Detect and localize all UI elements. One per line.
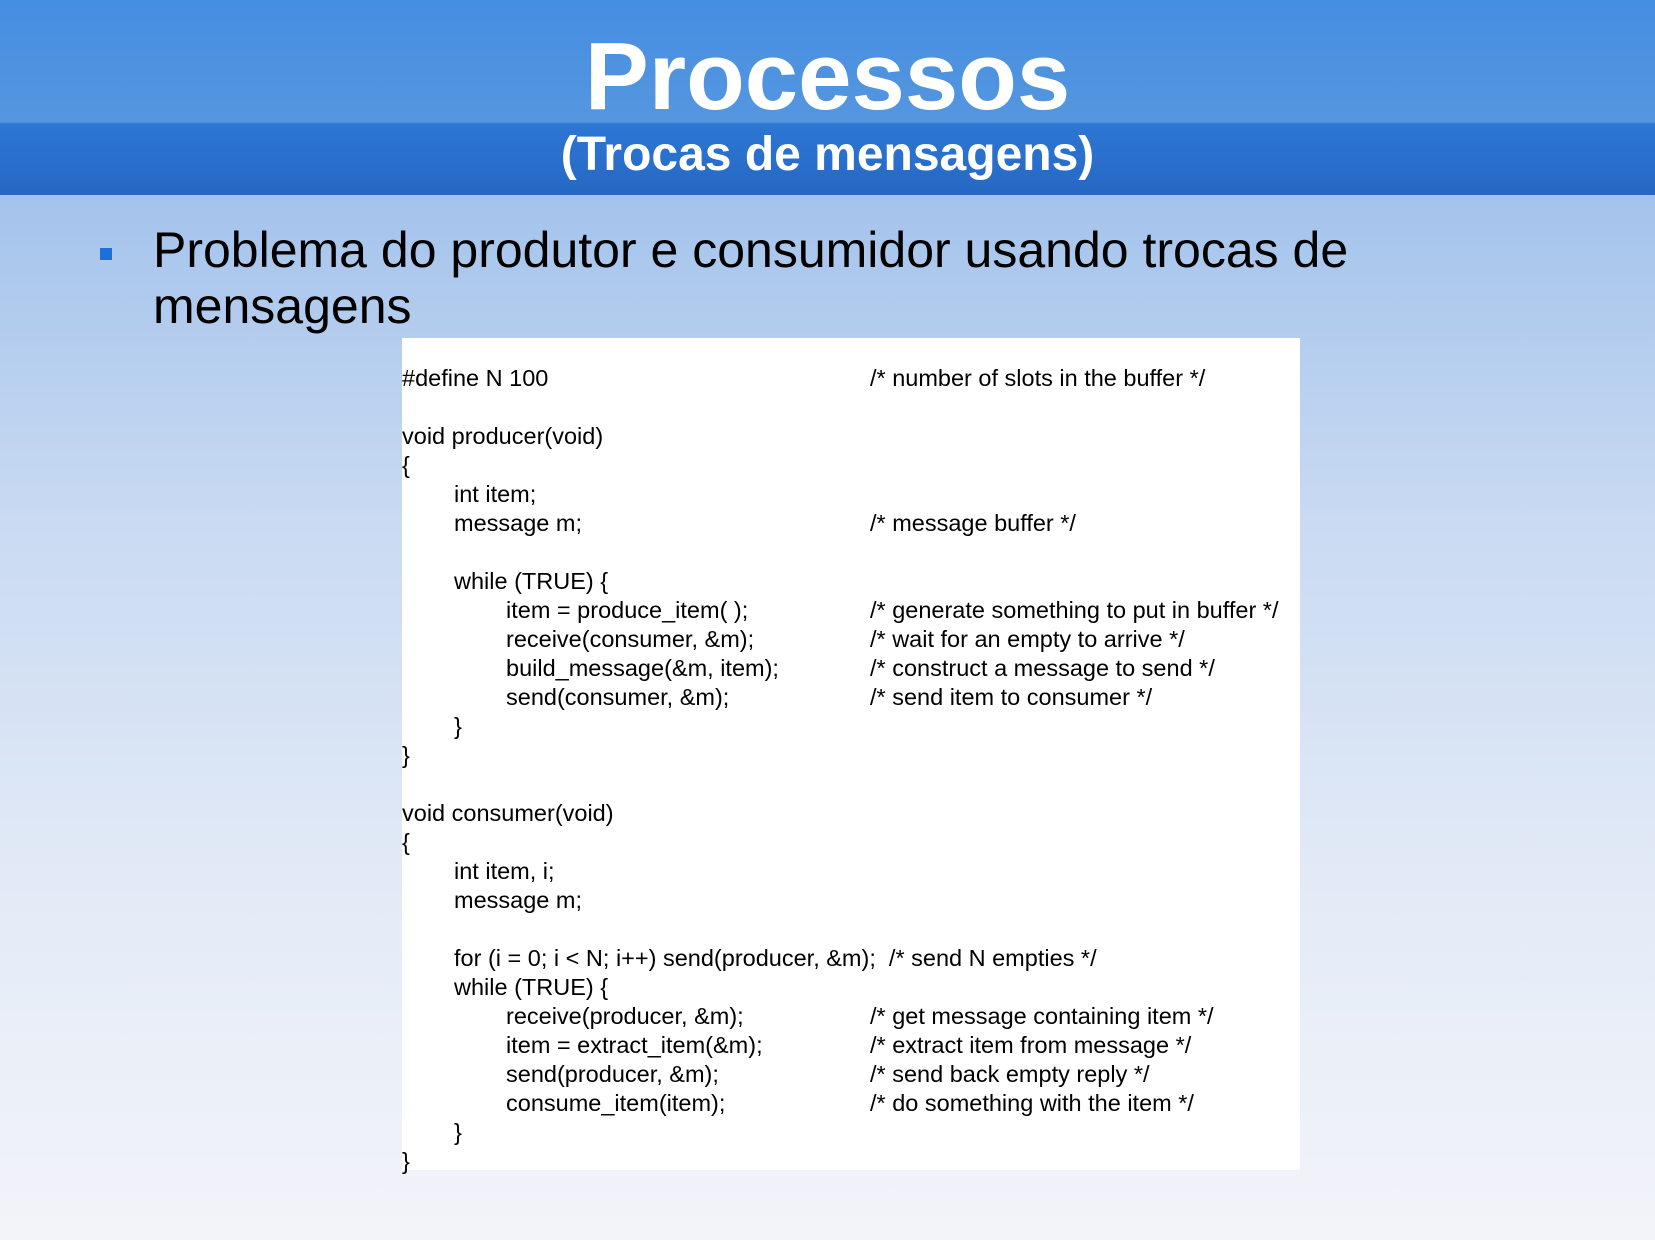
code-text: for (i = 0; i < N; i++) send(producer, &m); /* send N empties */ <box>454 945 1097 971</box>
code-line <box>402 973 1300 1002</box>
code-line <box>402 886 1300 915</box>
code-text: int item; <box>454 481 537 507</box>
code-line <box>402 625 1300 654</box>
code-line <box>402 828 1300 857</box>
code-text: send(producer, &m); <box>506 1061 719 1087</box>
code-line <box>402 451 1300 480</box>
code-text: int item, i; <box>454 858 555 884</box>
code-line <box>402 712 1300 741</box>
code-line <box>402 944 1300 973</box>
code-line <box>402 480 1300 509</box>
slide-title: Processos <box>584 23 1071 130</box>
code-line <box>402 1060 1300 1089</box>
code-line <box>402 596 1300 625</box>
code-line <box>402 509 1300 538</box>
code-line <box>402 770 1300 799</box>
code-line <box>402 422 1300 451</box>
code-comment: /* number of slots in the buffer */ <box>870 365 1206 391</box>
code-text: consume_item(item); <box>506 1090 726 1116</box>
code-text: { <box>402 452 410 478</box>
code-line <box>402 683 1300 712</box>
code-line <box>402 857 1300 886</box>
code-text: } <box>454 1119 462 1145</box>
code-text: while (TRUE) { <box>454 568 609 594</box>
code-text: } <box>454 713 462 739</box>
code-line <box>402 915 1300 944</box>
code-text: } <box>402 742 410 768</box>
code-text: void consumer(void) <box>402 800 614 826</box>
code-line <box>402 654 1300 683</box>
code-text: item = extract_item(&m); <box>506 1032 763 1058</box>
code-text: #define N 100 <box>402 365 549 391</box>
code-line <box>402 1031 1300 1060</box>
code-line <box>402 1002 1300 1031</box>
code-comment: /* send back empty reply */ <box>870 1061 1150 1087</box>
code-text: item = produce_item( ); <box>506 597 749 623</box>
code-comment: /* get message containing item */ <box>870 1003 1214 1029</box>
code-line <box>402 567 1300 596</box>
code-text: receive(producer, &m); <box>506 1003 744 1029</box>
code-line <box>402 538 1300 567</box>
code-text: send(consumer, &m); <box>506 684 730 710</box>
code-line <box>402 393 1300 422</box>
slide-subtitle: (Trocas de mensagens) <box>560 128 1095 181</box>
code-comment: /* message buffer */ <box>870 510 1076 536</box>
bullet-text: Problema do produtor e consumidor usando trocas de mensagens <box>153 222 1349 334</box>
code-line <box>402 1089 1300 1118</box>
code-comment: /* do something with the item */ <box>870 1090 1194 1116</box>
bullet-square-icon <box>100 248 112 260</box>
code-text: { <box>402 829 410 855</box>
code-text: message m; <box>454 887 582 913</box>
code-listing <box>402 338 1300 1174</box>
code-comment: /* construct a message to send */ <box>870 655 1215 681</box>
code-text: while (TRUE) { <box>454 974 609 1000</box>
code-text: receive(consumer, &m); <box>506 626 755 652</box>
code-comment: /* generate something to put in buffer */ <box>870 597 1279 623</box>
code-text: void producer(void) <box>402 423 604 449</box>
code-line <box>402 799 1300 828</box>
code-text: build_message(&m, item); <box>506 655 779 681</box>
code-line <box>402 741 1300 770</box>
code-comment: /* send item to consumer */ <box>870 684 1153 710</box>
code-line <box>402 1118 1300 1147</box>
code-text: } <box>402 1148 410 1174</box>
slide-header <box>0 0 1655 195</box>
code-text: message m; <box>454 510 582 536</box>
code-line <box>402 1147 1300 1176</box>
code-comment: /* wait for an empty to arrive */ <box>870 626 1185 652</box>
code-line <box>402 364 1300 393</box>
code-comment: /* extract item from message */ <box>870 1032 1192 1058</box>
